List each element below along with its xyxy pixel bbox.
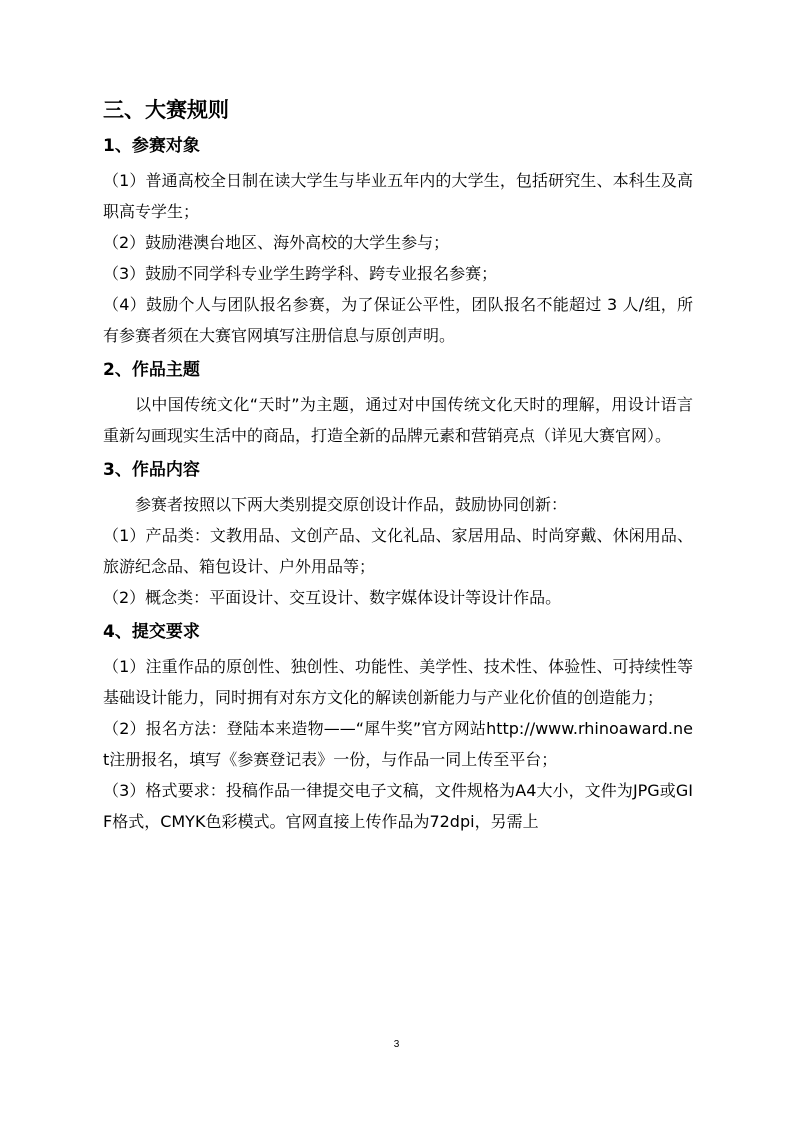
paragraph: （3）格式要求：投稿作品一律提交电子文稿，文件规格为A4大小，文件为JPG或GIF格式，CMYK色彩模式。官网直接上传作品为72dpi，另需上 xyxy=(103,781,693,831)
page-content xyxy=(103,95,693,837)
subsection-title-participants: 1、参赛对象 xyxy=(103,136,200,156)
paragraph: （1）普通高校全日制在读大学生与毕业五年内的大学生，包括研究生、本科生及高职高专学生； xyxy=(103,171,693,221)
subsection-title-theme: 2、作品主题 xyxy=(103,360,200,380)
paragraph: （2）鼓励港澳台地区、海外高校的大学生参与； xyxy=(103,233,450,252)
page-number: 3 xyxy=(393,1039,400,1050)
paragraph: 参赛者按照以下两大类别提交原创设计作品，鼓励协同创新： xyxy=(135,495,568,514)
subsection-title-requirements: 4、提交要求 xyxy=(103,622,200,642)
paragraph: （2）概念类：平面设计、交互设计、数字媒体设计等设计作品。 xyxy=(103,588,562,607)
paragraph: 以中国传统文化“天时”为主题，通过对中国传统文化天时的理解，用设计语言重新勾画现实生活中的商品，打造全新的品牌元素和营销亮点（详见大赛官网）。 xyxy=(103,395,693,445)
subsection-title-content: 3、作品内容 xyxy=(103,460,200,480)
paragraph: （4）鼓励个人与团队报名参赛，为了保证公平性，团队报名不能超过 3 人/组，所有参赛者须在大赛官网填写注册信息与原创声明。 xyxy=(103,295,693,345)
paragraph: （1）注重作品的原创性、独创性、功能性、美学性、技术性、体验性、可持续性等基础设计能力，同时拥有对东方文化的解读创新能力与产业化价值的创造能力； xyxy=(103,657,693,707)
paragraph: （3）鼓励不同学科专业学生跨学科、跨专业报名参赛； xyxy=(103,264,498,283)
section-heading: 三、大赛规则 xyxy=(103,98,229,122)
paragraph: （2）报名方法：登陆本来造物——“犀牛奖”官方网站http://www.rhinoaward.net注册报名，填写《参赛登记表》一份，与作品一同上传至平台； xyxy=(103,719,693,769)
paragraph: （1）产品类：文教用品、文创产品、文化礼品、家居用品、时尚穿戴、休闲用品、旅游纪念品、箱包设计、户外用品等； xyxy=(103,526,693,576)
